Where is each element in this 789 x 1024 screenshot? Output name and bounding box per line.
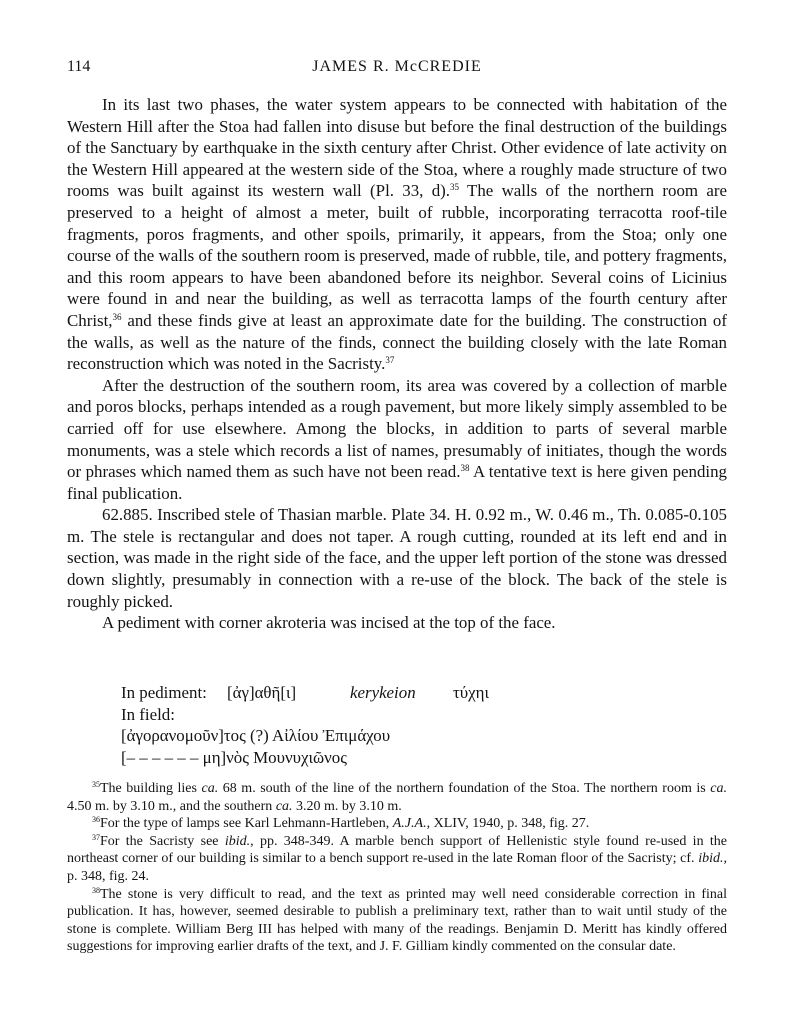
- inscription-pediment-row: [121, 682, 541, 704]
- paragraph-text: and these finds give at least an approximate date for the building. The construction of the walls, as well as the nature of the finds, connect the building closely with the late Roman reconstruction which was noted in the Sacristy.: [67, 310, 727, 374]
- footnote-text: For the Sacristy see: [100, 833, 225, 849]
- inscription-line-2: [– – – – – – μη]νὸς Μουνυχιῶνος: [121, 747, 347, 767]
- paragraph-text: After the destruction of the southern room, its area was covered by a collection of marble and poros blocks, perhaps intended as a rough pavement, but more likely simply assembled to be carried off for use elsewhere. Among the blocks, in addition to parts of several marble monuments, was a stele which records a list of names, presumably of initiates, though the words or phrases which named them as such have not been read.: [67, 375, 727, 482]
- pediment-kerykeion: kerykeion: [350, 683, 416, 702]
- footnote-italic: ca.: [710, 781, 727, 796]
- footnote-35: [67, 780, 727, 815]
- footnote-ref-37: 37: [385, 355, 395, 366]
- footnote-italic: ibid.: [224, 833, 251, 849]
- footnote-text: 3.20 m. by 3.10 m.: [292, 798, 402, 814]
- footnote-text: The stone is very difficult to read, and the text as printed may well need considerable correction in final publication. It has, however, seemed desirable to publish a preliminary text, rather than to wait until study of the stone is complete. William Berg III has helped with many of the readings. Benjamin D. Meritt has kindly offered suggestions for improving earlier drafts of the text, and J. F. Gilliam kindly commented on the consular date.: [67, 886, 727, 955]
- paragraph-pediment: A pediment with corner akroteria was incised at the top of the face.: [102, 613, 556, 633]
- field-label: In field:: [121, 704, 175, 724]
- inscription-line-1: [ἀγορανομοῦν]τος (?) Αἰλίου Ἐπιμάχου: [121, 726, 391, 746]
- footnote-37: [67, 833, 727, 886]
- footnote-38: [67, 886, 727, 956]
- pediment-label: In pediment:: [121, 683, 207, 702]
- footnote-number: 36: [92, 815, 100, 825]
- page-header: [67, 58, 727, 82]
- paragraph-stele-description: 62.885. Inscribed stele of Thasian marble. Plate 34. H. 0.92 m., W. 0.46 m., Th. 0.085-0.105 m. The stele is rectangular and does not taper. A rough cutting, rounded at its left end and in section, was made in the right side of the face, and the upper left portion of the stone was dressed down slightly, presumably in connection with a re-use of the block. The back of the stele is roughly picked.: [67, 505, 727, 611]
- footnote-text: For the type of lamps see Karl Lehmann-Hartleben,: [100, 816, 393, 832]
- paragraph-southern-room: [67, 375, 727, 505]
- footnote-ref-38: 38: [460, 463, 470, 474]
- inscription-text: [121, 682, 541, 768]
- footnote-text: , pp. 348-349. A marble bench support of Hellenistic style found re-used in the northeast corner of our building is similar to a bench support re-used in the late Roman floor of the Sacristy; cf.: [67, 833, 727, 867]
- footnote-italic: ca.: [275, 798, 293, 814]
- footnote-text: 4.50 m. by 3.10 m., and the southern: [67, 798, 276, 814]
- footnote-ref-35: 35: [450, 182, 460, 193]
- paragraph-text: In its last two phases, the water system appears to be connected with habitation of the Western Hill after the Stoa had fallen into disuse but before the final destruction of the buildings of the Sanctuary by earthquake in the sixth century after Christ. Other evidence of late activity on the Western Hill appeared at the western side of the Stoa, where a roughly made structure of two rooms was built against its western wall (Pl. 33, d).: [67, 95, 727, 201]
- footnote-text: , XLIV, 1940, p. 348, fig. 27.: [426, 816, 590, 832]
- footnote-ref-36: 36: [112, 311, 122, 322]
- footnote-number: 38: [92, 885, 100, 895]
- pediment-greek-right: τύχηι: [453, 683, 490, 702]
- pediment-greek-left: [ἀγ]αθῆ[ι]: [227, 683, 297, 702]
- footnote-36: [67, 815, 727, 833]
- footnote-text: 68 m. south of the line of the northern foundation of the Stoa. The northern room is: [218, 781, 711, 796]
- paragraph-text: A tentative text is here given pending final publication.: [67, 462, 727, 503]
- footnote-text: The building lies: [100, 781, 202, 796]
- footnote-italic: ca.: [201, 781, 219, 796]
- paragraph-text: The walls of the northern room are preserved to a height of almost a meter, built of rubble, incorporating terracotta roof-tile fragments, poros fragments, and other spoils, primarily, it appears, from the Stoa; only one course of the walls of the southern room is preserved, made of rubble, tile, and pottery fragments, and this room appears to have been abandoned before its neighbor. Several coins of Licinius were found in and near the building, as well as terracotta lamps of the fourth century after Christ,: [67, 181, 727, 330]
- footnote-number: 37: [92, 832, 100, 842]
- footnote-italic: ibid.: [698, 851, 724, 867]
- running-head: JAMES R. McCREDIE: [312, 58, 482, 75]
- body-text: [67, 94, 727, 634]
- page-number: 114: [67, 58, 91, 75]
- paragraph-water-system: [67, 94, 727, 375]
- footnotes: [67, 780, 727, 956]
- footnote-number: 35: [92, 780, 100, 789]
- footnote-text: , p. 348, fig. 24.: [67, 851, 727, 884]
- footnote-italic: A.J.A.: [392, 816, 427, 832]
